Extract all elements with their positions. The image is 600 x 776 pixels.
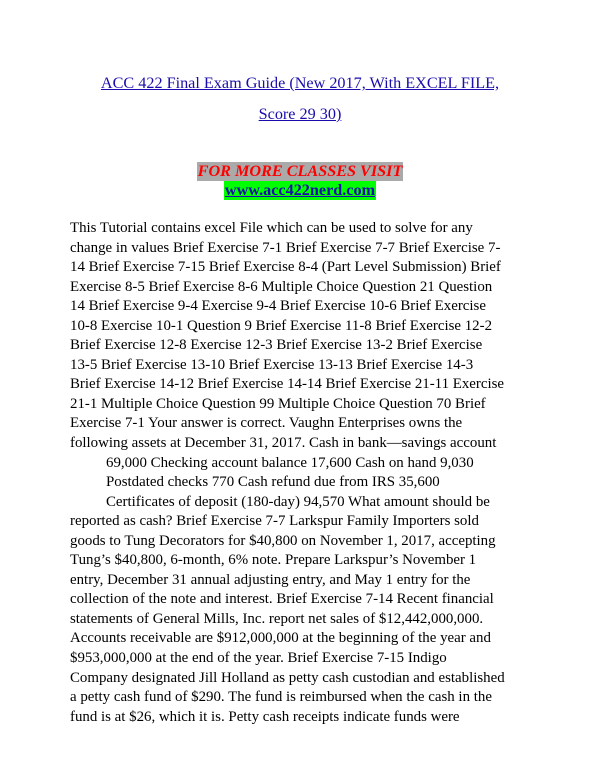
body-line-indented: 69,000 Checking account balance 17,600 Cash on hand 9,030 [106, 454, 474, 471]
body-line: a petty cash fund of $290. The fund is reimbursed when the cash in the [70, 689, 492, 706]
body-line: Brief Exercise 14-12 Brief Exercise 14-14 Brief Exercise 21-11 Exercise [70, 376, 504, 393]
body-line: Tung’s $40,800, 6-month, 6% note. Prepare Larkspur’s November 1 [70, 552, 477, 569]
body-line: reported as cash? Brief Exercise 7-7 Larkspur Family Importers sold [70, 513, 479, 530]
promo-banner [40, 162, 560, 200]
body-line: entry, December 31 annual adjusting entry, and May 1 entry for the [70, 571, 471, 588]
body-line: fund is at $26, which it is. Petty cash receipts indicate funds were [70, 708, 460, 725]
body-line: 21-1 Multiple Choice Question 99 Multiple Choice Question 70 Brief [70, 395, 486, 412]
body-line: Company designated Jill Holland as petty cash custodian and established [70, 669, 505, 686]
document-title [40, 68, 560, 130]
body-line: goods to Tung Decorators for $40,800 on November 1, 2017, accepting [70, 532, 496, 549]
body-line: Accounts receivable are $912,000,000 at the beginning of the year and [70, 630, 491, 647]
promo-heading: FOR MORE CLASSES VISIT [197, 162, 403, 180]
body-line: 14 Brief Exercise 7-15 Brief Exercise 8-4 (Part Level Submission) Brief [70, 259, 501, 276]
body-line: Brief Exercise 12-8 Exercise 12-3 Brief Exercise 13-2 Brief Exercise [70, 337, 483, 354]
title-link-line-1[interactable]: ACC 422 Final Exam Guide (New 2017, With EXCEL FILE, [100, 74, 500, 92]
body-line: 14 Brief Exercise 9-4 Exercise 9-4 Brief Exercise 10-6 Brief Exercise [70, 298, 486, 315]
body-line: statements of General Mills, Inc. report net sales of $12,442,000,000. [70, 610, 484, 627]
body-line: $953,000,000 at the end of the year. Brief Exercise 7-15 Indigo [70, 650, 447, 667]
body-line-indented: Certificates of deposit (180-day) 94,570 What amount should be [106, 493, 490, 510]
body-paragraph [70, 219, 532, 727]
promo-url-link[interactable]: www.acc422nerd.com [224, 181, 376, 199]
body-line: Exercise 8-5 Brief Exercise 8-6 Multiple Choice Question 21 Question [70, 278, 493, 295]
body-line-indented: Postdated checks 770 Cash refund due from IRS 35,600 [106, 474, 440, 491]
body-line: This Tutorial contains excel File which can be used to solve for any [70, 220, 473, 236]
body-line: 10-8 Exercise 10-1 Question 9 Brief Exercise 11-8 Brief Exercise 12-2 [70, 317, 493, 334]
body-line: collection of the note and interest. Brief Exercise 7-14 Recent financial [70, 591, 494, 608]
title-link-line-2[interactable]: Score 29 30) [258, 105, 342, 123]
body-line: change in values Brief Exercise 7-1 Brief Exercise 7-7 Brief Exercise 7- [70, 239, 501, 256]
body-line: Exercise 7-1 Your answer is correct. Vaughn Enterprises owns the [70, 415, 463, 432]
body-line: 13-5 Brief Exercise 13-10 Brief Exercise 13-13 Brief Exercise 14-3 [70, 356, 474, 373]
body-line: following assets at December 31, 2017. Cash in bank—savings account [70, 435, 497, 452]
